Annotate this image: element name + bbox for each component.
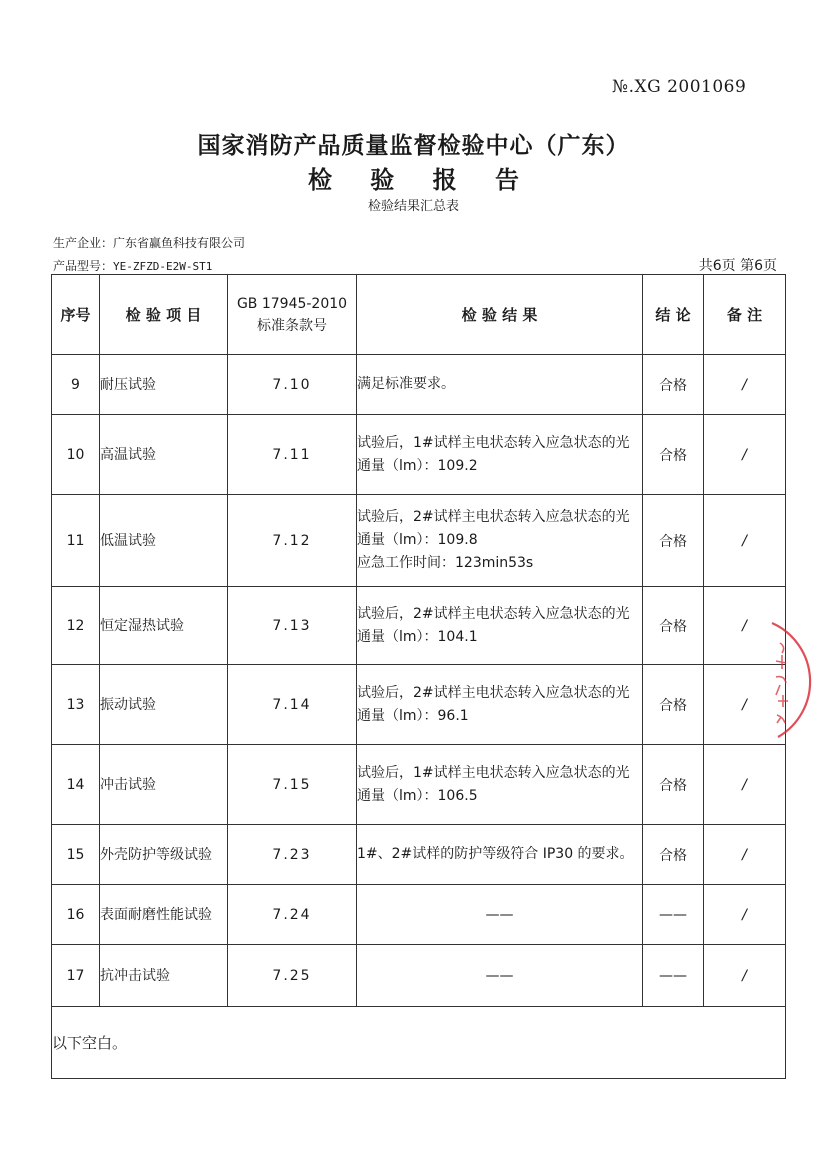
row-conclusion: 合格 — [643, 355, 704, 415]
table-row — [52, 415, 786, 495]
row-item: 高温试验 — [100, 415, 228, 495]
row-conclusion: —— — [643, 885, 704, 945]
row-remark: / — [704, 745, 786, 825]
row-conclusion: 合格 — [643, 587, 704, 665]
row-no: 10 — [52, 415, 100, 495]
row-result-extra: 应急工作时间：123min53s — [357, 555, 534, 571]
blank-note: 以下空白。 — [52, 1007, 786, 1079]
row-item: 外壳防护等级试验 — [100, 825, 228, 885]
row-conclusion: 合格 — [643, 495, 704, 587]
header-no: 序号 — [52, 275, 100, 355]
row-result: 1#、2#试样的防护等级符合 IP30 的要求。 — [357, 825, 643, 885]
row-clause: 7.24 — [228, 885, 357, 945]
row-clause: 7.25 — [228, 945, 357, 1007]
row-clause: 7.23 — [228, 825, 357, 885]
table-header-row — [52, 275, 786, 355]
row-no: 16 — [52, 885, 100, 945]
row-conclusion: 合格 — [643, 825, 704, 885]
row-remark: / — [704, 415, 786, 495]
table-row — [52, 355, 786, 415]
row-result: 试验后，1#试样主电状态转入应急状态的光通量（lm）：109.2 — [357, 415, 643, 495]
row-item: 耐压试验 — [100, 355, 228, 415]
row-item: 低温试验 — [100, 495, 228, 587]
row-conclusion: 合格 — [643, 665, 704, 745]
table-row — [52, 495, 786, 587]
row-remark: / — [704, 587, 786, 665]
row-item: 表面耐磨性能试验 — [100, 885, 228, 945]
row-result: —— — [357, 945, 643, 1007]
header-standard — [228, 275, 357, 355]
official-seal-partial — [768, 615, 827, 745]
row-remark: / — [704, 495, 786, 587]
report-subtitle: 检验结果汇总表 — [367, 199, 459, 214]
row-clause: 7.11 — [228, 415, 357, 495]
page-info: 共6页 第6页 — [698, 258, 777, 274]
table-row — [52, 885, 786, 945]
table-row — [52, 587, 786, 665]
company-label: 生产企业： — [53, 236, 114, 250]
row-result: 试验后，2#试样主电状态转入应急状态的光通量（lm）：104.1 — [357, 587, 643, 665]
row-no: 9 — [52, 355, 100, 415]
row-no: 11 — [52, 495, 100, 587]
row-no: 15 — [52, 825, 100, 885]
row-clause: 7.14 — [228, 665, 357, 745]
header-standard-line1: GB 17945-2010 — [236, 295, 348, 312]
table-row — [52, 665, 786, 745]
row-clause: 7.15 — [228, 745, 357, 825]
row-no: 17 — [52, 945, 100, 1007]
row-remark: / — [704, 825, 786, 885]
row-result — [357, 495, 643, 587]
row-item: 恒定湿热试验 — [100, 587, 228, 665]
row-result-text: 试验后，2#试样主电状态转入应急状态的光通量（lm）：109.8 — [357, 509, 630, 548]
row-remark: / — [704, 945, 786, 1007]
row-clause: 7.10 — [228, 355, 357, 415]
row-conclusion: 合格 — [643, 745, 704, 825]
row-no: 14 — [52, 745, 100, 825]
row-remark: / — [704, 885, 786, 945]
row-item: 抗冲击试验 — [100, 945, 228, 1007]
model-code: YE-ZFZD-E2W-ST1 — [113, 260, 213, 273]
header-remark: 备 注 — [704, 275, 786, 355]
row-no: 13 — [52, 665, 100, 745]
header-conclusion: 结 论 — [643, 275, 704, 355]
row-item: 冲击试验 — [100, 745, 228, 825]
blank-row — [52, 1007, 786, 1079]
report-title: 检 验 报 告 — [307, 166, 535, 194]
row-result: 试验后，2#试样主电状态转入应急状态的光通量（lm）：96.1 — [357, 665, 643, 745]
table-row — [52, 825, 786, 885]
row-conclusion: —— — [643, 945, 704, 1007]
row-conclusion: 合格 — [643, 415, 704, 495]
row-clause: 7.13 — [228, 587, 357, 665]
row-result: 试验后，1#试样主电状态转入应急状态的光通量（lm）：106.5 — [357, 745, 643, 825]
table-row — [52, 945, 786, 1007]
document-title: 国家消防产品质量监督检验中心（广东） — [197, 133, 630, 159]
row-remark: / — [704, 665, 786, 745]
row-clause: 7.12 — [228, 495, 357, 587]
results-table — [51, 274, 786, 1079]
report-number: №.XG 2001069 — [612, 77, 747, 97]
header-result: 检 验 结 果 — [357, 275, 643, 355]
row-item: 振动试验 — [100, 665, 228, 745]
header-item: 检 验 项 目 — [100, 275, 228, 355]
row-remark: / — [704, 355, 786, 415]
model-line — [53, 257, 212, 274]
table-row — [52, 745, 786, 825]
company-line — [53, 234, 245, 251]
model-label: 产品型号： — [53, 259, 114, 273]
row-no: 12 — [52, 587, 100, 665]
header-standard-line2: 标准条款号 — [257, 317, 327, 334]
row-result: —— — [357, 885, 643, 945]
company-name: 广东省赢鱼科技有限公司 — [113, 236, 246, 250]
row-result: 满足标准要求。 — [357, 355, 643, 415]
